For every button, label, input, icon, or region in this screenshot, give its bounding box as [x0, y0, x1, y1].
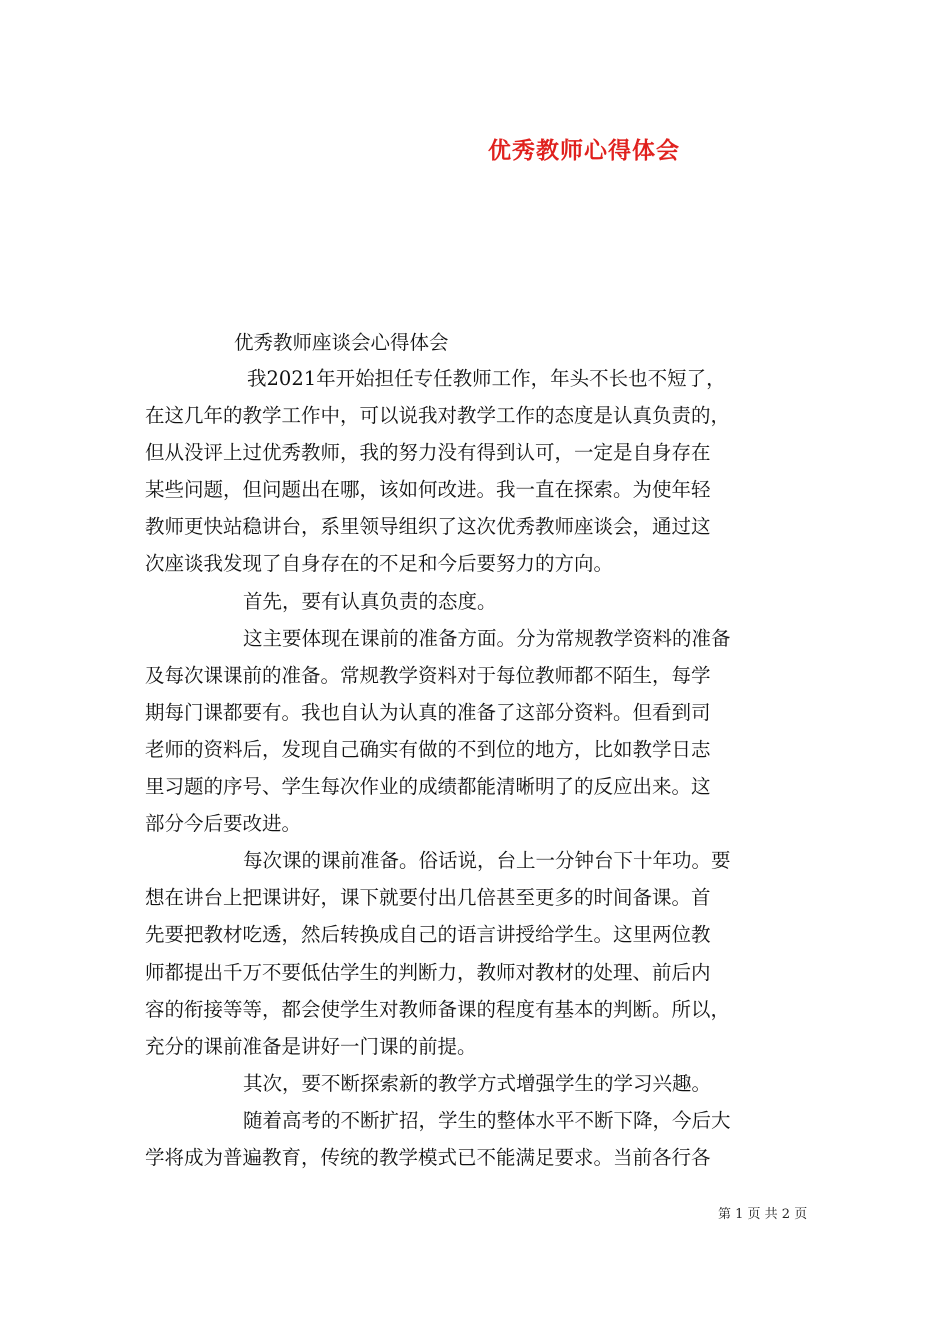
body-line: 教师更快站稳讲台，系里领导组织了这次优秀教师座谈会，通过这 — [145, 515, 711, 539]
document-title: 优秀教师心得体会 — [488, 137, 680, 164]
body-line: 随着高考的不断扩招，学生的整体水平不断下降，今后大 — [243, 1108, 731, 1132]
page-number: 第 1 页 共 2 页 — [718, 1207, 808, 1222]
body-line: 容的衔接等等，都会使学生对教师备课的程度有基本的判断。所以， — [145, 997, 731, 1021]
document-body — [145, 360, 815, 1176]
body-line: 想在讲台上把课讲好，课下就要付出几倍甚至更多的时间备课。首 — [145, 886, 711, 910]
body-line: 这主要体现在课前的准备方面。分为常规教学资料的准备 — [243, 626, 731, 650]
body-line: 部分今后要改进。 — [145, 812, 302, 836]
body-line: 但从没评上过优秀教师，我的努力没有得到认可，一定是自身存在 — [145, 441, 711, 465]
body-line: 每次课的课前准备。俗话说，台上一分钟台下十年功。要 — [243, 849, 731, 873]
body-line: 先要把教材吃透，然后转换成自己的语言讲授给学生。这里两位教 — [145, 923, 711, 947]
body-line: 老师的资料后，发现自己确实有做的不到位的地方，比如教学日志 — [145, 737, 711, 761]
body-line: 在这几年的教学工作中，可以说我对教学工作的态度是认真负责的， — [145, 404, 731, 428]
body-line: 及每次课课前的准备。常规教学资料对于每位教师都不陌生，每学 — [145, 663, 711, 687]
body-line: 次座谈我发现了自身存在的不足和今后要努力的方向。 — [145, 552, 614, 576]
body-line: 期每门课都要有。我也自认为认真的准备了这部分资料。但看到司 — [145, 700, 711, 724]
body-line: 我2021年开始担任专任教师工作，年头不长也不短了， — [247, 367, 726, 390]
body-line: 里习题的序号、学生每次作业的成绩都能清晰明了的反应出来。这 — [145, 775, 711, 799]
body-line: 其次，要不断探索新的教学方式增强学生的学习兴趣。 — [243, 1071, 712, 1095]
body-line: 学将成为普遍教育，传统的教学模式已不能满足要求。当前各行各 — [145, 1145, 711, 1169]
body-line: 某些问题，但问题出在哪，该如何改进。我一直在探索。为使年轻 — [145, 478, 711, 502]
body-line: 充分的课前准备是讲好一门课的前提。 — [145, 1034, 477, 1058]
document-subtitle: 优秀教师座谈会心得体会 — [234, 331, 449, 354]
body-line: 师都提出千万不要低估学生的判断力，教师对教材的处理、前后内 — [145, 960, 711, 984]
body-line: 首先，要有认真负责的态度。 — [243, 589, 497, 613]
